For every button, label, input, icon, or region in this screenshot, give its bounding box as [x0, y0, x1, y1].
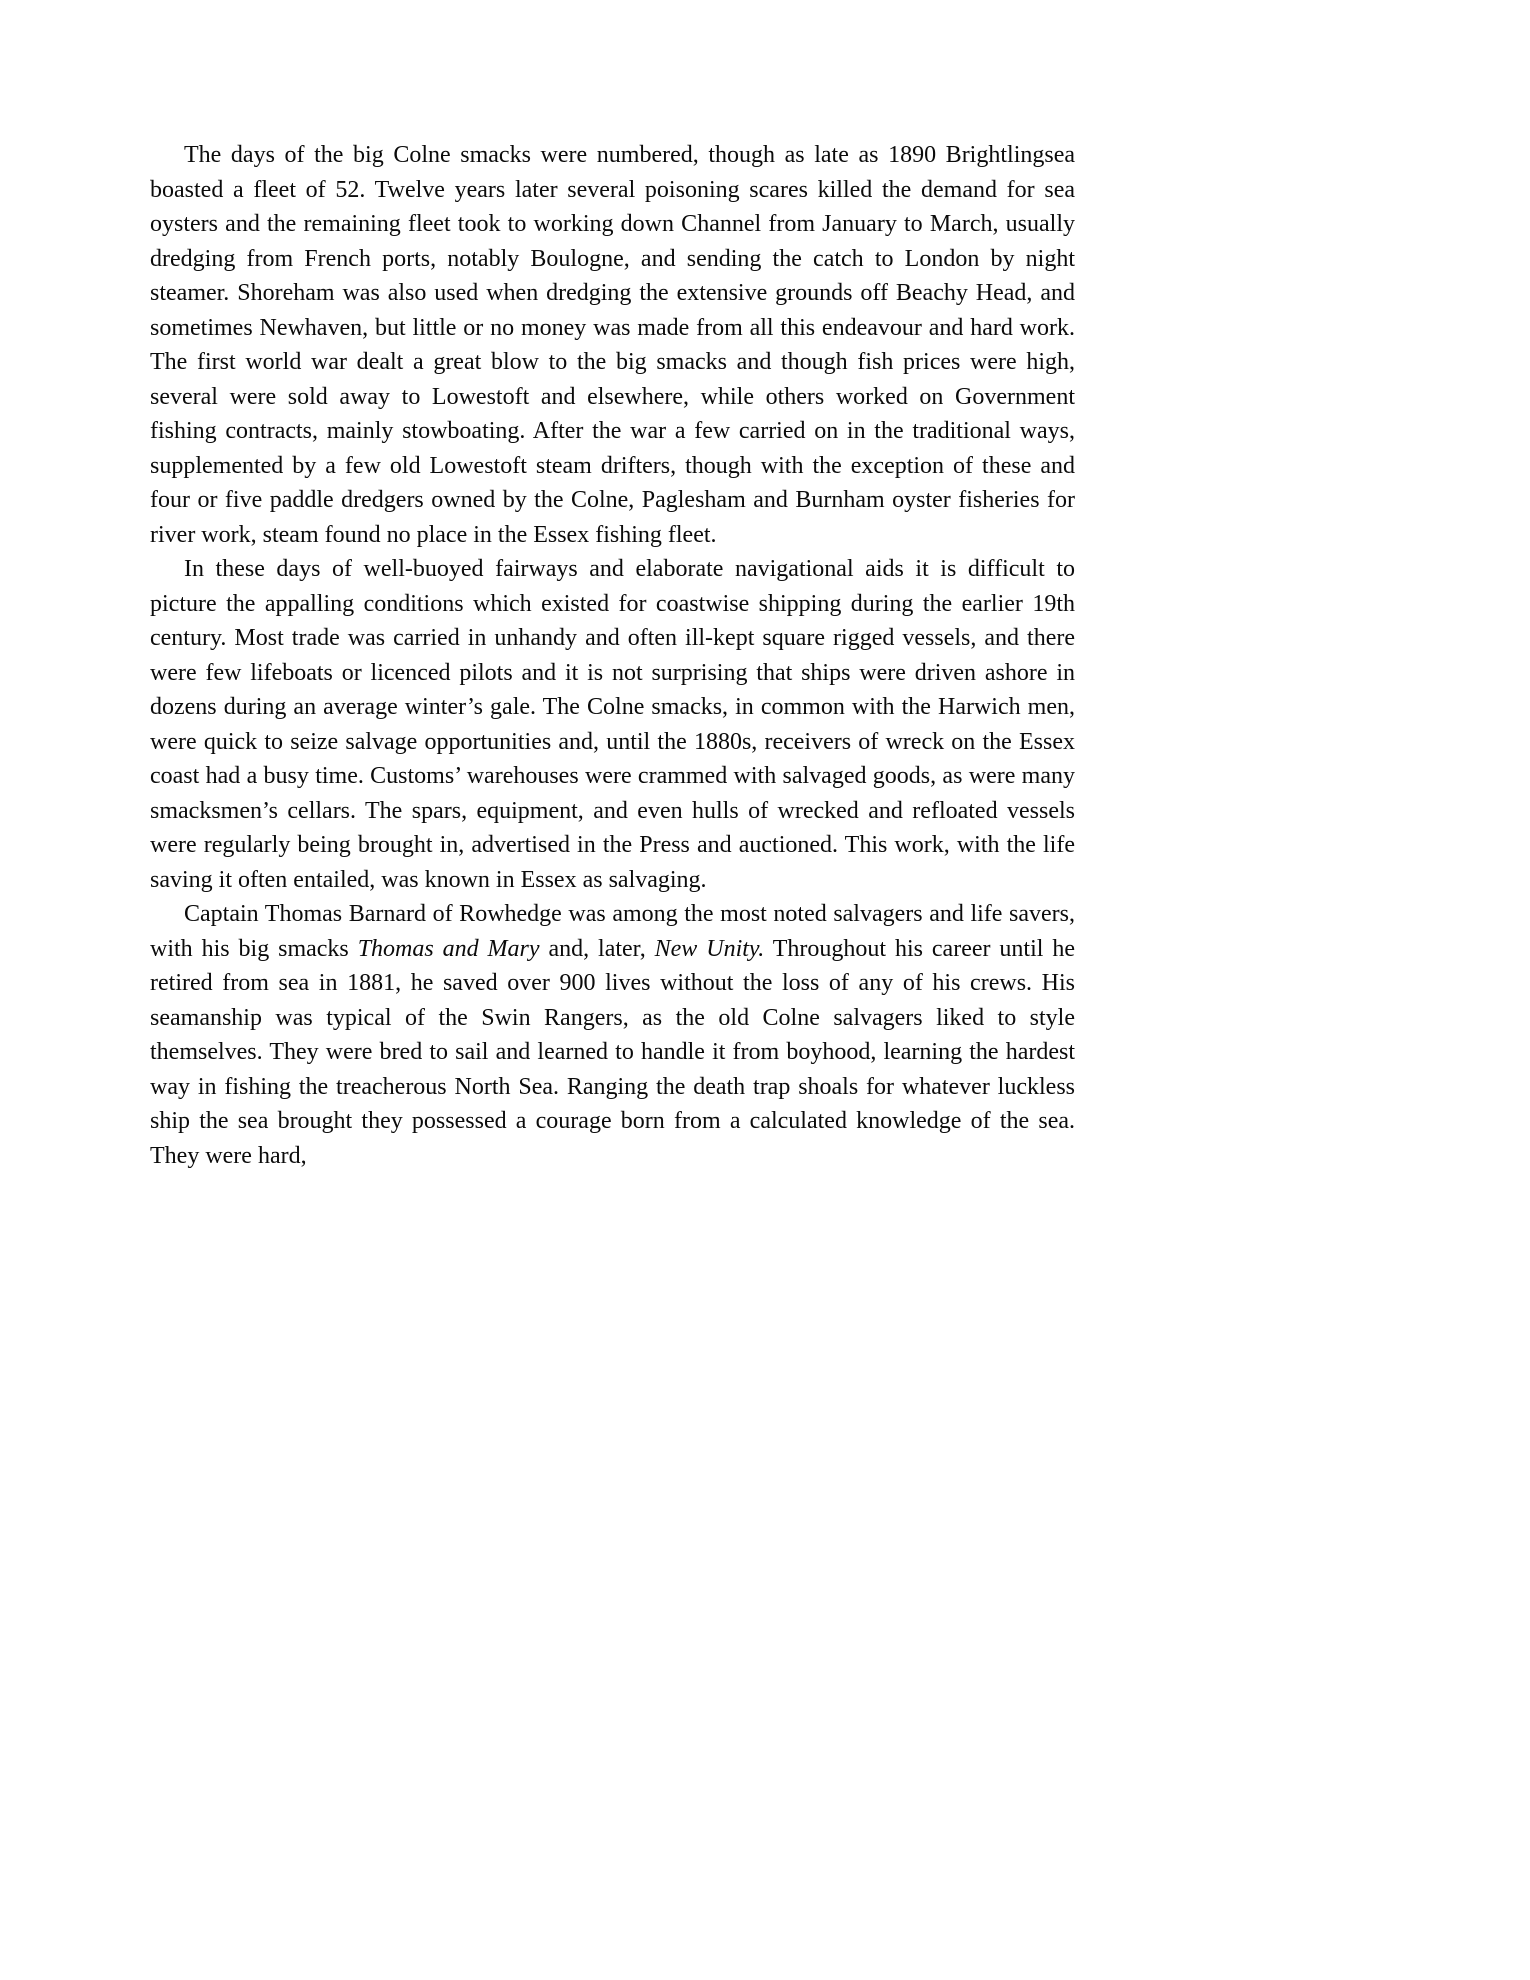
paragraph-3 — [150, 897, 1075, 1173]
ship-name-thomas-and-mary: Thomas and Mary — [357, 935, 540, 962]
paragraph-2: In these days of well-buoyed fairways and elaborate navigational aids it is difficult to picture the appalling conditions which existed for coastwise shipping during the earlier 19th century. Most trade was carried in unhandy and often ill-kept square rigged vessels, and there were few lifeboats or licenced pilots and it is not surprising that ships were driven ashore in dozens during an average winter’s gale. The Colne smacks, in common with the Harwich men, were quick to seize salvage opportunities and, until the 1880s, receivers of wreck on the Essex coast had a busy time. Customs’ warehouses were crammed with salvaged goods, as were many smacksmen’s cellars. The spars, equipment, and even hulls of wrecked and refloated vessels were regularly being brought in, advertised in the Press and auctioned. This work, with the life saving it often entailed, was known in Essex as salvaging. — [150, 556, 1075, 893]
paragraph-1: The days of the big Colne smacks were numbered, though as late as 1890 Brightlingsea boasted a fleet of 52. Twelve years later several poisoning scares killed the demand for sea oysters and the remaining fleet took to working down Channel from January to March, usually dredging from French ports, notably Boulogne, and sending the catch to London by night steamer. Shoreham was also used when dredging the extensive grounds off Beachy Head, and sometimes Newhaven, but little or no money was made from all this endeavour and hard work. The first world war dealt a great blow to the big smacks and though fish prices were high, several were sold away to Lowestoft and elsewhere, while others worked on Government fishing contracts, mainly stowboating. After the war a few carried on in the traditional ways, supplemented by a few old Lowestoft steam drifters, though with the exception of these and four or five paddle dredgers owned by the Colne, Paglesham and Burnham oyster fisheries for river work, steam found no place in the Essex fishing fleet. — [150, 142, 1075, 548]
paragraph-3-text-1: Captain Thomas Barnard of Rowhedge was among the most noted salvagers and life savers, with his big smacks — [150, 901, 1075, 962]
paragraph-3-text-2: and, later, — [539, 935, 655, 962]
ship-name-new-unity: New Unity. — [654, 935, 765, 962]
paragraph-3-text-3: Throughout his career until he retired from sea in 1881, he saved over 900 lives without the loss of any of his crews. His seamanship was typical of the Swin Rangers, as the old Colne salvagers liked to style themselves. They were bred to sail and learned to handle it from boyhood, learning the hardest way in fishing the treacherous North Sea. Ranging the death trap shoals for whatever luckless ship the sea brought they possessed a courage born from a calculated knowledge of the sea. They were hard, — [150, 935, 1075, 1169]
page-text-block — [150, 138, 1075, 1173]
